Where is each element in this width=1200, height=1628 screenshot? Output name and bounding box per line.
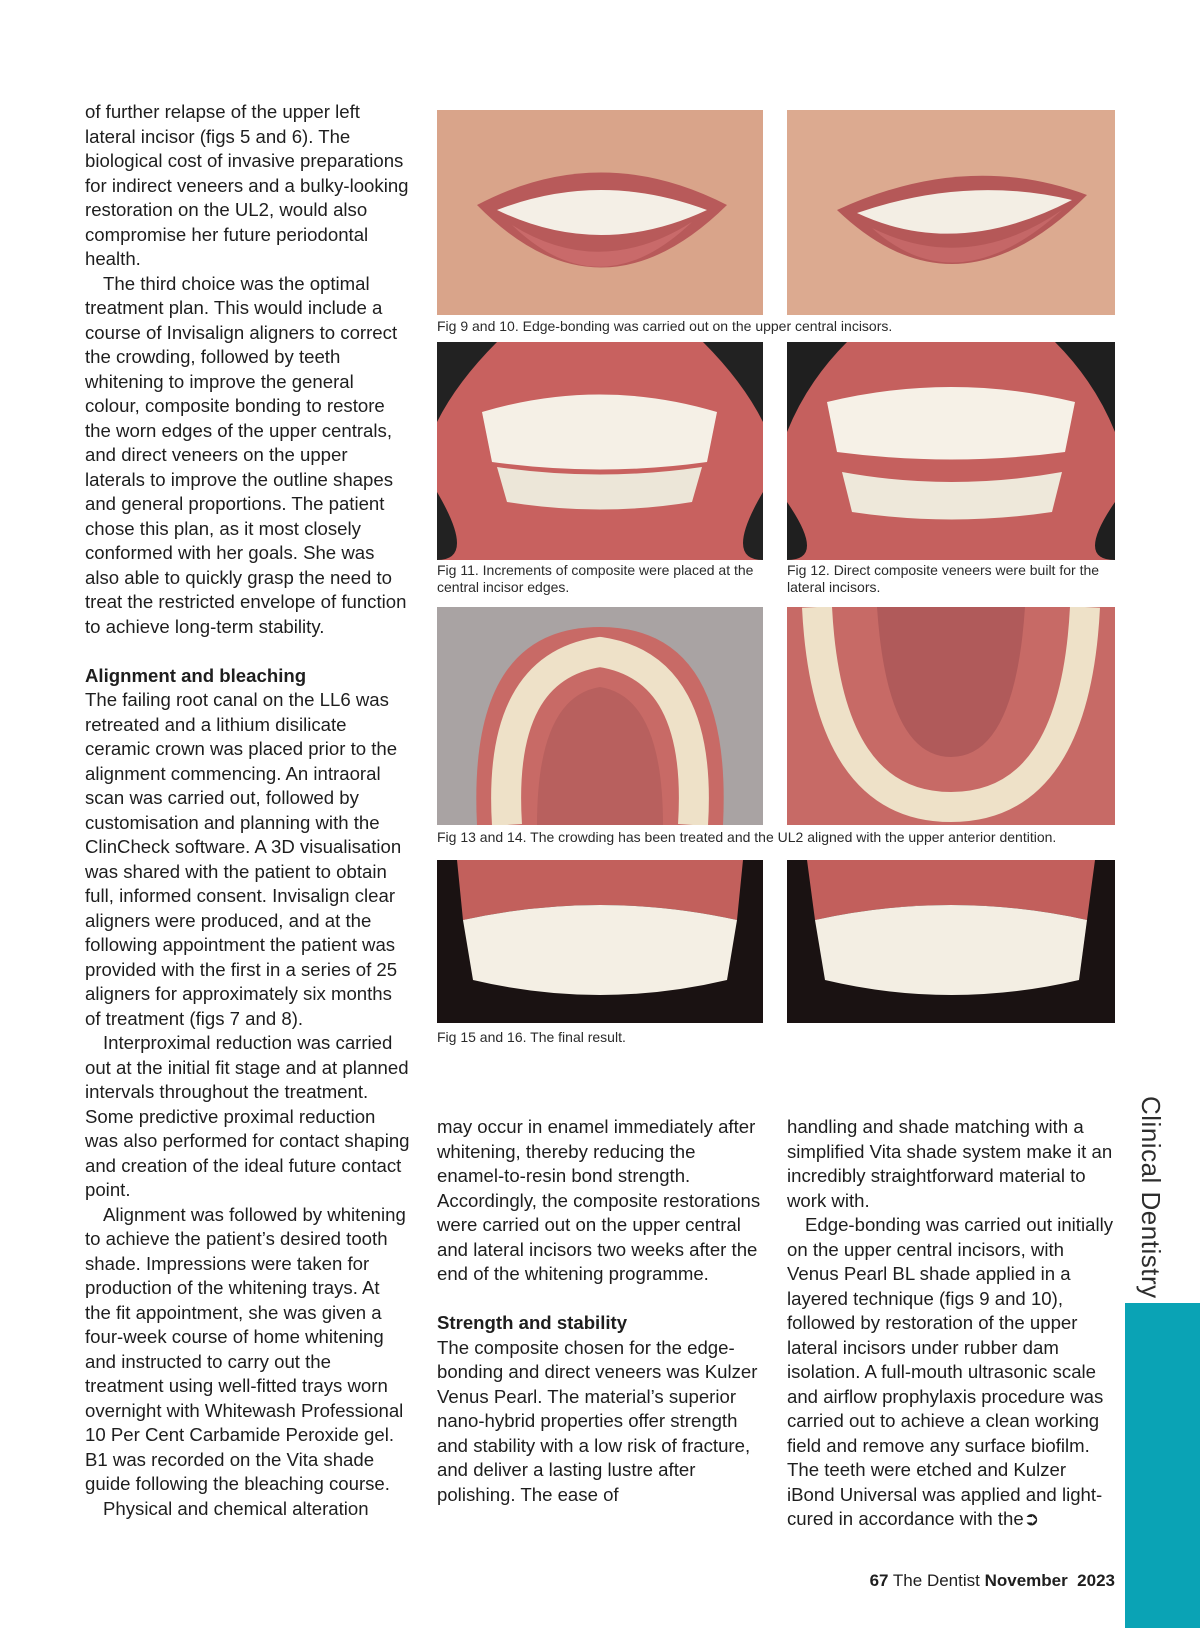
paragraph: Alignment was followed by whitening to achieve the patient’s desired tooth shade. Impressions were taken for production of the whitening trays. At the fit appointment, she was given a four-week course of home whitening and instructed to carry out the treatment using well-fitted trays worn overnight with Whitewash Professional 10 Per Cent Carbamide Peroxide gel. B1 was recorded on the Vita shade guide following the bleaching course. bbox=[85, 1203, 406, 1494]
paragraph: of further relapse of the upper left lateral incisor (figs 5 and 6). The biological cost of invasive preparations for indirect veneers and a bulky-looking restoration on the UL2, would also compromise her future periodontal health. bbox=[85, 101, 409, 269]
page-footer bbox=[870, 1571, 1115, 1591]
figure-caption: Fig 11. Increments of composite were placed at the central incisor edges. bbox=[437, 562, 754, 595]
fig16-final-photo bbox=[787, 860, 1115, 1023]
fig11-retracted-photo bbox=[437, 342, 763, 560]
paragraph: The composite chosen for the edge-bonding and direct veneers was Kulzer Venus Pearl. The material’s superior nano-hybrid properties offer strength and stability with a low risk of fracture, and deliver a lasting lustre after polishing. The ease of bbox=[437, 1336, 758, 1505]
section-color-tab bbox=[1125, 1303, 1200, 1628]
paragraph: Physical and chemical alteration bbox=[103, 1497, 369, 1519]
fig14-occlusal-photo bbox=[787, 607, 1115, 825]
section-label: Clinical Dentistry bbox=[1136, 1096, 1166, 1299]
paragraph: may occur in enamel immediately after whitening, thereby reducing the enamel-to-resin bond strength. Accordingly, the composite restorations were carried out on the upper central and lateral incisors two weeks after the end of the whitening programme. bbox=[437, 1116, 761, 1284]
figure-caption: Fig 15 and 16. The final result. bbox=[437, 1029, 626, 1045]
fig9-smile-photo bbox=[437, 110, 763, 315]
paragraph: handling and shade matching with a simplified Vita shade system make it an incredibly straightforward material to work with. bbox=[787, 1116, 1113, 1211]
section-heading: Alignment and bleaching bbox=[85, 664, 307, 686]
figure-caption: Fig 9 and 10. Edge-bonding was carried out on the upper central incisors. bbox=[437, 318, 893, 334]
paragraph: Interproximal reduction was carried out at the initial fit stage and at planned intervals throughout the treatment. Some predictive proximal reduction was also performed for contact shaping and creation of the ideal future contact point. bbox=[85, 1032, 410, 1200]
fig12-retracted-photo bbox=[787, 342, 1115, 560]
page-number: 67 bbox=[869, 1571, 889, 1590]
publication-name: The Dentist bbox=[892, 1571, 980, 1590]
figure-caption: Fig 13 and 14. The crowding has been treated and the UL2 aligned with the upper anterior dentition. bbox=[437, 829, 1057, 845]
issue-date: November 2023 bbox=[984, 1571, 1115, 1590]
fig13-occlusal-photo bbox=[437, 607, 763, 825]
continue-arrow-icon: ➲ bbox=[1023, 1508, 1040, 1529]
section-heading: Strength and stability bbox=[437, 1312, 628, 1333]
fig15-final-photo bbox=[437, 860, 763, 1023]
right-column bbox=[787, 1115, 1117, 1532]
left-column bbox=[85, 100, 410, 1521]
paragraph bbox=[787, 1213, 1117, 1532]
figure-caption: Fig 12. Direct composite veneers were built for the lateral incisors. bbox=[787, 562, 1100, 595]
middle-column bbox=[437, 1115, 762, 1507]
paragraph-text: Edge-bonding was carried out initially on the upper central incisors, with Venus Pearl BL shade applied in a layered technique (figs 9 and 10), followed by restoration of the upper lateral incisors under rubber dam isolation. A full-mouth ultrasonic scale and airflow prophylaxis procedure was carried out to achieve a clean working field and remove any surface biofilm. The teeth were etched and Kulzer iBond Universal was applied and light-cured in accordance with the bbox=[787, 1214, 1114, 1529]
paragraph: The third choice was the optimal treatment plan. This would include a course of Invisalign aligners to correct the crowding, followed by teeth whitening to improve the general colour, composite bonding to restore the worn edges of the upper centrals, and direct veneers on the upper laterals to improve the outline shapes and general proportions. The patient chose this plan, as it most closely conformed with her goals. She was also able to quickly grasp the need to treat the restricted envelope of function to achieve long-term stability. bbox=[85, 272, 407, 637]
fig10-smile-photo bbox=[787, 110, 1115, 315]
paragraph: The failing root canal on the LL6 was retreated and a lithium disilicate ceramic crown was placed prior to the alignment commencing. An intraoral scan was carried out, followed by customisation and planning with the ClinCheck software. A 3D visualisation was shared with the patient to obtain full, informed consent. Invisalign clear aligners were produced, and at the following appointment the patient was provided with the first in a series of 25 aligners for approximately six months of treatment (figs 7 and 8). bbox=[85, 689, 402, 1029]
